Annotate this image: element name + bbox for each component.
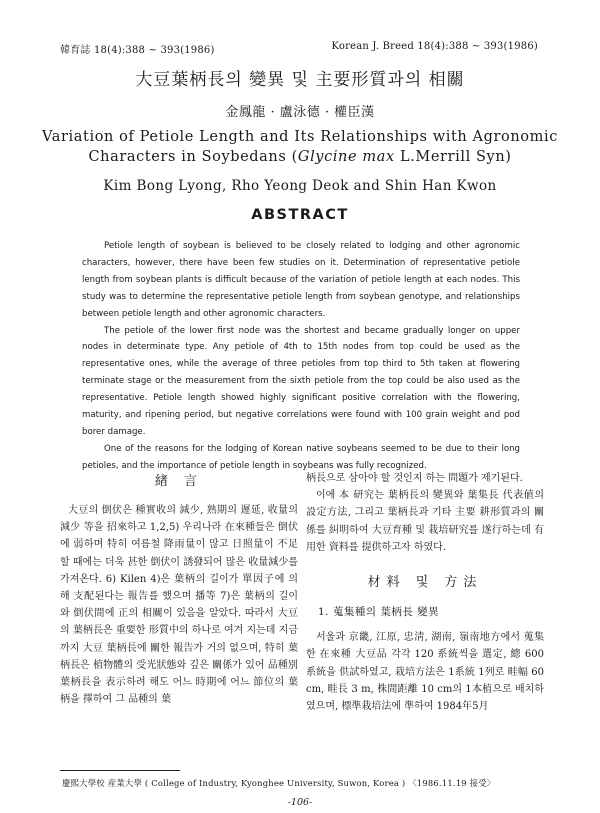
- right-column: [306, 470, 544, 715]
- introduction-paragraph: 大豆의 倒伏은 種實收의 減少, 熟期의 遲延, 收量의 減少 等을 招來하고 1,2,5) 우리나라 在來種들은 倒伏에 弱하며 特히 여름철 降雨量이 많고 日照量이 不足할 때에는 더욱 甚한 倒伏이 誘發되어 많은 收量減少를 가져온다. 6) Kilen 4)은 葉柄의 길이가 單因子에 의해 支配된다는 報告를 했으며 播等 7)은 葉柄의 길이와 倒伏間에 正의 相關이 있음을 알았다. 따라서 大豆의 葉柄長은 重要한 形質中의 하나로 여겨 지는데 지금까지 大豆 葉柄長에 關한 報告가 거의 없으며, 特히 葉柄長은 植物體의 受光狀態와 깊은 關係가 있어 品種別 葉柄長을 表示하려 해도 어느 時期에 어느 節位의 葉柄을 擇하여 그 品種의 葉: [60, 505, 298, 706]
- abstract-body: [82, 238, 520, 475]
- left-column: [60, 470, 298, 708]
- title-line-2-post: L.Merrill Syn): [394, 149, 512, 165]
- title-line-2: [0, 147, 600, 167]
- abstract-heading: ABSTRACT: [251, 207, 349, 223]
- methods-paragraph: 서울과 京畿, 江原, 忠淸, 湖南, 嶺南地方에서 蒐集한 在來種 大豆品 각각 120 系統씩을 選定, 總 600 系統을 供試하였고, 栽培方法은 1系統 1列로 畦幅 60 cm, 畦長 3 m, 株間距離 10 cm의 1本植으로 배치하였으며, 標準栽培法에 準하여 1984年5月: [306, 632, 544, 713]
- authors-korean: 金鳳龍 · 盧泳德 · 權臣漢: [225, 105, 375, 120]
- methods-heading: 材料 및 方法: [367, 575, 483, 591]
- paper-title-korean: 大豆葉柄長의 變異 및 主要形質과의 相關: [135, 70, 465, 90]
- abstract-paragraph-3: One of the reasons for the lodging of Korean native soybeans seemed to be due to their long petioles, and the importance of petiole length in soybeans was fully recognized.: [82, 443, 520, 471]
- objective-paragraph: 이에 本 研究는 葉柄長의 變異와 葉集長 代表値의 設定方法, 그리고 葉柄長과 기타 主要 耕形質과의 關係를 糾明하여 大豆育種 및 栽培研究를 遂行하는데 有用한 資料를 提供하고자 하였다.: [306, 490, 544, 553]
- title-line-2-pre: Characters in Soybedans (: [88, 149, 298, 165]
- introduction-heading: 緖 言: [154, 474, 204, 489]
- title-line-1: Variation of Petiole Length and Its Relationships with Agronomic: [42, 129, 558, 145]
- footnote-rule: [60, 770, 180, 771]
- methods-subheading: 1. 蒐集種의 葉柄長 變異: [318, 606, 440, 619]
- paper-title-english: [0, 127, 600, 167]
- journal-citation-en: Korean J. Breed 18(4):388 ~ 393(1986): [331, 41, 538, 52]
- species-name: Glycine max: [297, 149, 395, 165]
- journal-citation-ko: 韓育誌 18(4):388 ~ 393(1986): [60, 45, 215, 56]
- affiliation-footnote: 慶熙大學校 産業大學 ( College of Industry, Kyonghee University, Suwon, Korea ) 〈1986.11.19 接受〉: [62, 778, 496, 788]
- authors-english: Kim Bong Lyong, Rho Yeong Deok and Shin Han Kwon: [103, 178, 497, 194]
- abstract-paragraph-2: The petiole of the lower first node was the shortest and became gradually longer on upper nodes in determinate type. Any petiole of 4th to 15th nodes from top could be used as the representative ones, while the average of three petioles from top third to 5th taken at flowering terminate stage or the measurement from the sixth petiole from the top could be also used as the representative. Petiole length showed highly significant positive correlation with the flowering, maturity, and ripening period, but negative correlations were found with 100 grain weight and pod borer damage.: [82, 325, 520, 437]
- abstract-paragraph-1: Petiole length of soybean is believed to be closely related to lodging and other agronomic characters, however, there have been few studies on it. Determination of representative petiole length from soybean plants is difficult because of the variation of petiole length at each nodes. This study was to determine the representative petiole length from soybean genotype, and relationships between petiole length and other agronomic characters.: [82, 241, 520, 319]
- page-number: -106-: [287, 797, 313, 808]
- introduction-continuation: 柄長으로 삼아야 할 것인지 하는 問題가 제기된다.: [306, 473, 523, 484]
